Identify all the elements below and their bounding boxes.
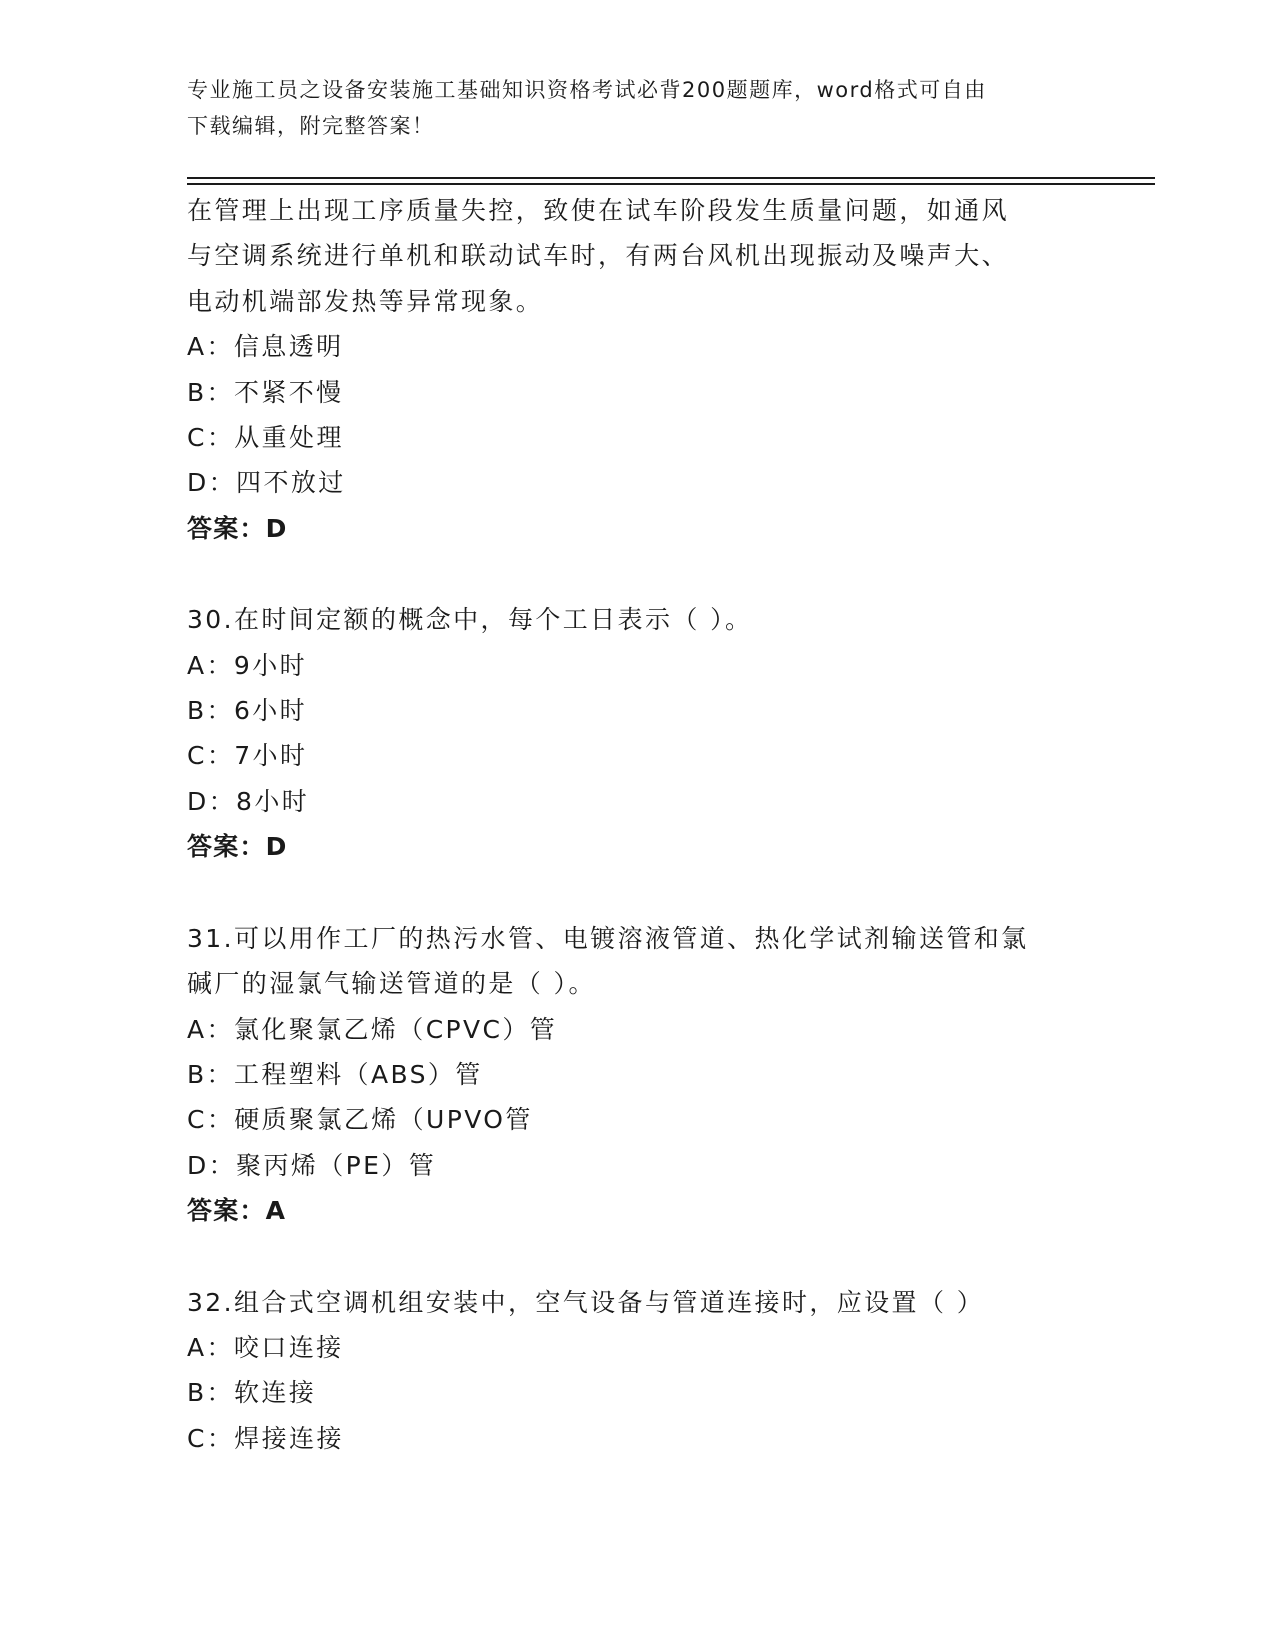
option-d: D：四不放过 [187,468,346,498]
option-c: C：7小时 [187,741,308,771]
question-32 [187,1280,1087,1462]
question-text-line: 32.组合式空调机组安装中，空气设备与管道连接时，应设置（ ） [187,1287,985,1317]
option-b: B：软连接 [187,1378,317,1408]
option-a: A：9小时 [187,650,308,680]
question-text-line: 在管理上出现工序质量失控，致使在试车阶段发生质量问题，如通风 [187,196,1010,225]
answer: 答案：D [187,513,288,543]
header-rule-top [187,177,1155,179]
option-d: D：8小时 [187,786,310,816]
option-c: C：从重处理 [187,423,344,453]
option-c: C：硬质聚氯乙烯（UPVO管 [187,1105,533,1135]
question-text-line: 31.可以用作工厂的热污水管、电镀溶液管道、热化学试剂输送管和氯 [187,923,1029,953]
option-c: C：焊接连接 [187,1423,344,1453]
header-rule-bottom [187,183,1155,185]
question-text-line: 30.在时间定额的概念中，每个工日表示（ ）。 [187,605,753,635]
question-31 [187,916,1087,1234]
question-text-line: 电动机端部发热等异常现象。 [187,286,544,316]
option-b: B：不紧不慢 [187,377,344,407]
header-line-2: 下载编辑，附完整答案！ [187,114,435,138]
answer: 答案：A [187,1196,287,1226]
option-a: A：氯化聚氯乙烯（CPVC）管 [187,1014,558,1044]
answer: 答案：D [187,832,288,862]
question-text-line: 碱厂的湿氯气输送管道的是（ ）。 [187,969,596,999]
option-a: A：信息透明 [187,332,344,362]
question-30 [187,597,1087,869]
question-29-continued [187,188,1087,551]
document-header [187,72,1087,144]
option-b: B：6小时 [187,696,308,726]
option-d: D：聚丙烯（PE）管 [187,1150,437,1180]
option-a: A：咬口连接 [187,1332,344,1362]
question-text-line: 与空调系统进行单机和联动试车时，有两台风机出现振动及噪声大、 [187,241,1010,271]
header-line-1: 专业施工员之设备安装施工基础知识资格考试必背200题题库，word格式可自由 [187,78,987,102]
option-b: B：工程塑料（ABS）管 [187,1059,483,1089]
question-list [187,188,1087,1461]
